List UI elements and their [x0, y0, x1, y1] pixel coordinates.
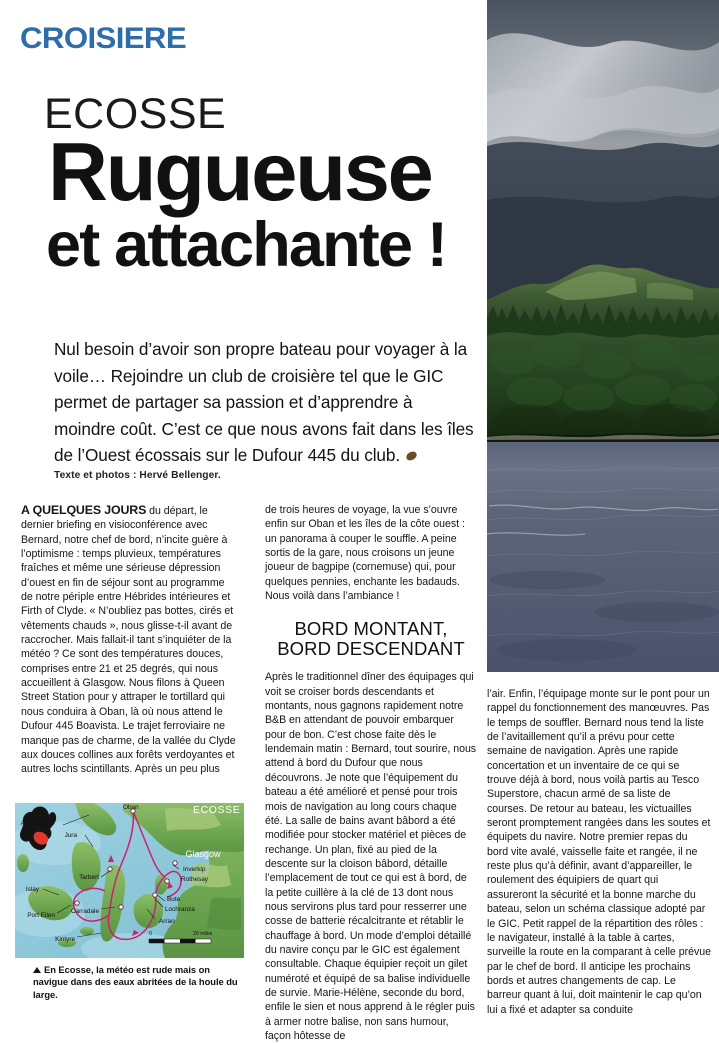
- headline-kicker: ECOSSE: [44, 90, 227, 138]
- svg-text:0: 0: [149, 931, 152, 937]
- section-subheading: [265, 619, 477, 659]
- end-of-intro-mark-icon: [405, 450, 418, 462]
- body-column-1: [21, 503, 239, 777]
- headline-subline: et attachante !: [46, 210, 447, 280]
- svg-text:Lochranza: Lochranza: [165, 906, 195, 913]
- lead-bold-intro: A QUELQUES JOURS: [21, 503, 147, 517]
- column3-paragraph-1: l’air. Enfin, l’équipage monte sur le pont pour un rappel du fonctionnement des manœuvres. Pas le temps de souffler. Bernard nous tend la liste de l’avitaillement qu’il a prévu pour cette semaine de navigation. Après une rapide concertation et un inventaire de ce qui se trouve déjà à bord, nous voilà partis au Tesco Superstore, chacun armé de sa liste de courses. De retour au bateau, les victuailles seront promptement rangées dans les soutes et équipets du navire. Notre premier repas du bord vite avalé, vaisselle faite et rangée, il ne reste plus qu’à définir, avant d’appareiller, le roulement des équipiers de quart qui assureront la sécurité et la bonne marche du bateau, selon un schéma classique adopté par le GIC. Petit rappel de la répartition des rôles : le navigateur, installé à la table à cartes, surveille la route en la comparant à celle prévue par le chef de bord. Il anticipe les prochains bords et autres changements de cap. Le barreur quant à lui, doit maintenir le cap qu’on lui a fixé et adapter sa conduite: [487, 688, 711, 1016]
- svg-text:Jura: Jura: [64, 832, 77, 839]
- column2-paragraph-1: de trois heures de voyage, la vue s’ouvre enfin sur Oban et les îles de la côte ouest : un panorama à couper le souffle. A peine sortis de la gare, nous croisons un jeune joueur de bagpipe (cornemuse) qui, pour quelques pennies, enchante les badauds. Nous voilà dans l’ambiance !: [265, 504, 465, 603]
- hero-photo-illustration: [487, 0, 719, 672]
- body-column-2: [265, 503, 477, 1043]
- svg-text:Ardencaple: Ardencaple: [20, 820, 53, 827]
- svg-text:Inverkip: Inverkip: [183, 866, 206, 873]
- map-caption-text: En Ecosse, la météo est rude mais on navigue dans des eaux abritées de la houle du large.: [33, 964, 238, 1000]
- map-region-label: ECOSSE: [193, 804, 241, 816]
- svg-text:Arran: Arran: [159, 918, 175, 925]
- headline-main: Rugueuse: [48, 125, 432, 218]
- column1-lead-paragraph: [21, 503, 239, 777]
- column2-paragraph-2: Après le traditionnel dîner des équipages qui voit se croiser bords descendants et montants, nous gagnons rapidement notre B&B en attendant de pouvoir embarquer pour de bon. C’est chose faite dès le lendemain matin : Bernard, tout sourire, nous attend à bord du Dufour que nous découvrons. Je note que l’équipement du bateau a été amélioré et pensé pour trois mois de navigation au long cours chaque été. La salle de bains avant bâbord a été modifiée pour stocker matériel et pièces de rechange. Un plan, fixé au pied de la descente sur la cloison bâbord, détaille l’emplacement de tout ce qui est à bord, de la petite cuillère à la clé de 13 dont nous nous servirons plus tard pour resserrer une cosse de batterie récalcitrante et rétablir le chauffage à bord. Un mode d’emploi détaillé du navire conçu par le GIC est également consultable. Chaque équipier reçoit un gilet numéroté et équipé de sa balise individuelle de survie. Marie-Hélène, seconde du bord, enfile le sien et nous apprend à le régler puis à armer notre balise, non sans humour, façon hôtesse de: [265, 671, 477, 1042]
- svg-text:Bute: Bute: [167, 896, 181, 903]
- svg-text:20 miles: 20 miles: [193, 931, 213, 937]
- hero-photo-loch-scotland: [487, 0, 719, 672]
- svg-text:Islay: Islay: [25, 886, 39, 893]
- svg-text:Rothesay: Rothesay: [181, 876, 208, 883]
- map-figure: [15, 803, 244, 1001]
- map-illustration: [15, 803, 244, 958]
- map-caption: [15, 964, 244, 1001]
- svg-text:Port Ellen: Port Ellen: [27, 912, 55, 919]
- caption-triangle-icon: [33, 967, 41, 973]
- svg-text:Carradale: Carradale: [70, 908, 99, 915]
- svg-text:Oban: Oban: [123, 804, 139, 811]
- lead-rest-text: du départ, le dernier briefing en visioconférence avec Bernard, notre chef de bord, n’incite guère à l’optimisme : temps pluvieux, températures fraîches et même une sérieuse dépression d’ouest en fin de séjour sont au programme de notre périple entre Hébrides intérieures et Firth of Clyde. « N’oubliez pas bottes, cirés et vêtements chauds », nous glisse-t-il avant de raccrocher. Mais fallait-il tant s’inquiéter de la météo ? Ce sont des températures douces, comprises entre 21 et 25 degrés, qui nous accueillent à Glasgow. Nous filons à Queen Street Station pour y attraper le tortillard qui nous conduira à Oban, là où nous attend le Dufour 445 Boavista. Le trajet ferroviaire ne manque pas de charme, de la vallée du Clyde aux douces collines aux forêts verdoyantes et autres lochs scintillants. Après un peu plus: [21, 505, 236, 776]
- standfirst: [54, 336, 474, 469]
- svg-text:Kintyre: Kintyre: [55, 936, 75, 943]
- subheading-line-2: BORD DESCENDANT: [277, 638, 465, 660]
- body-column-3: [487, 687, 711, 1017]
- standfirst-text: Nul besoin d’avoir son propre bateau pour voyager à la voile… Rejoindre un club de croisière tel que le GIC permet de partager sa passion et d’apprendre à moindre coût. C’est ce que nous avons fait dans les îles de l’Ouest écossais sur le Dufour 445 du club.: [54, 339, 474, 465]
- map-image-scotland-west-coast: [15, 803, 244, 958]
- map-glasgow-label: Glasgow: [185, 849, 221, 859]
- svg-text:Tarbert: Tarbert: [79, 874, 99, 881]
- byline: Texte et photos : Hervé Bellenger.: [54, 470, 221, 481]
- section-rubric: CROISIERE: [20, 22, 187, 55]
- headline-block: [44, 90, 474, 280]
- subheading-line-1: BORD MONTANT,: [294, 618, 448, 640]
